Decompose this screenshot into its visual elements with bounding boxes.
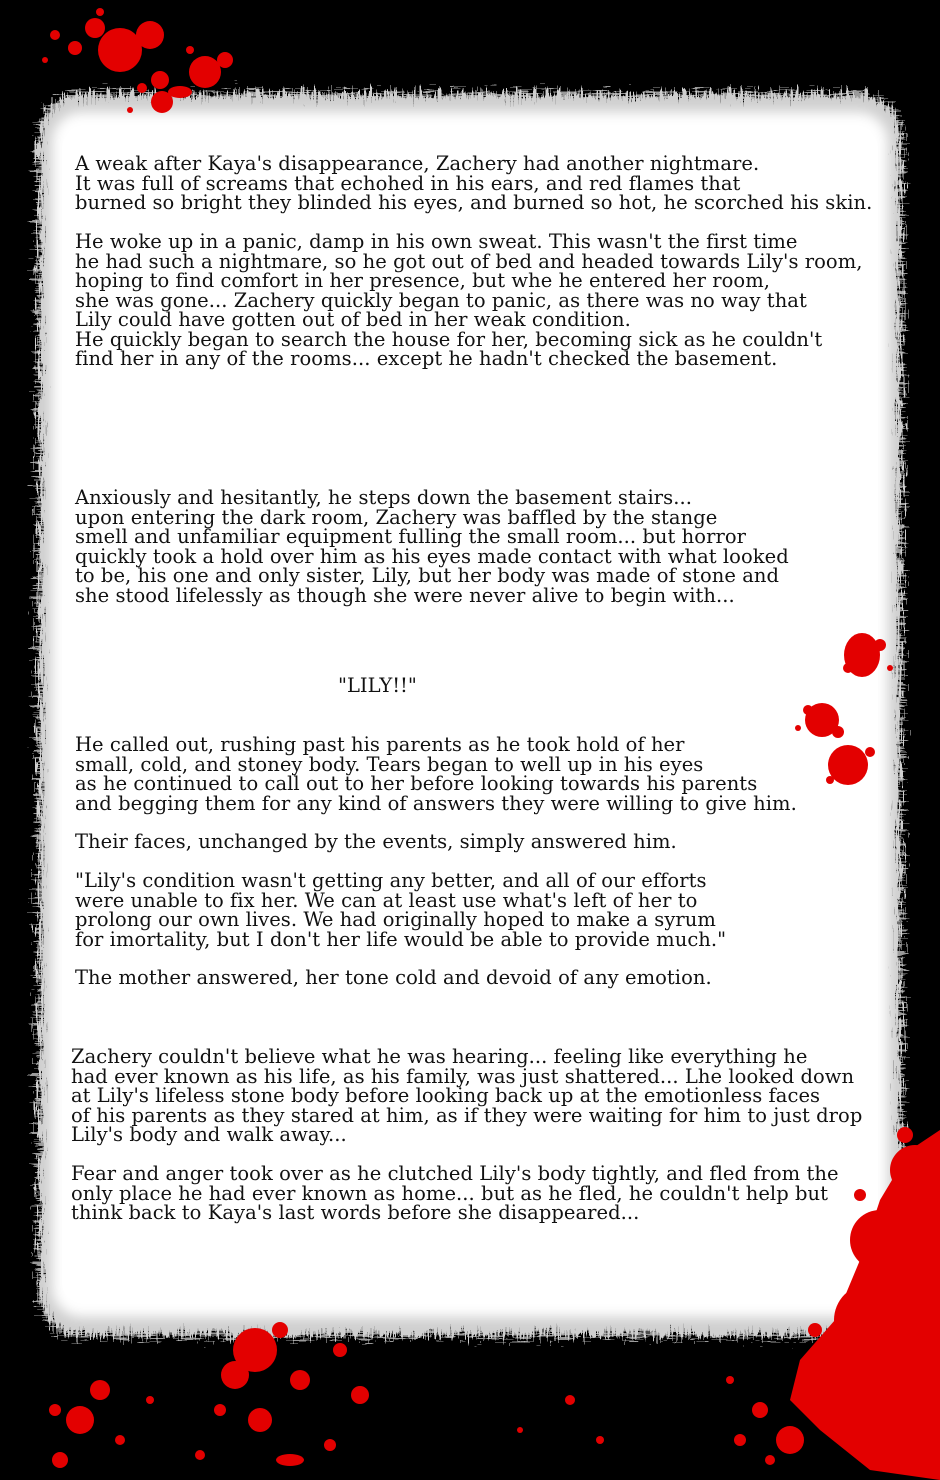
paragraph-7: The mother answered, her tone cold and devoid of any emotion. <box>75 966 712 989</box>
paragraph-1: A weak after Kaya's disappearance, Zachery had another nightmare. It was full of screams that echohed in his ears, and red flames that burned so bright they blinded his eyes, and burned so hot, he scorched his skin. <box>75 152 873 214</box>
paragraph-5: Their faces, unchanged by the events, simply answered him. <box>75 830 677 853</box>
paragraph-9: Fear and anger took over as he clutched Lily's body tightly, and fled from the only place he had ever known as home... but as he fled, he couldn't help but think back to Kaya's last words before she disappeared... <box>71 1162 839 1224</box>
paragraph-4: He called out, rushing past his parents as he took hold of her small, cold, and stoney body. Tears began to well up in his eyes as he continued to call out to her before looking towards his parents and begging them for any kind of answers they were willing to give him. <box>75 733 797 815</box>
paragraph-6: "Lily's condition wasn't getting any better, and all of our efforts were unable to fix her. We can at least use what's left of her to prolong our own lives. We had originally hoped to make a syrum for imortality, but I don't her life would be able to provide much." <box>75 869 727 951</box>
paragraph-3: Anxiously and hesitantly, he steps down the basement stairs... upon entering the dark room, Zachery was baffled by the stange smell and unfamiliar equipment fulling the small room... but horror quickly took a hold over him as his eyes made contact with what looked to be, his one and only sister, Lily, but her body was made of stone and she stood lifelessly as though she were never alive to begin with... <box>75 486 789 607</box>
shout-line: "LILY!!" <box>338 674 417 697</box>
paragraph-2: He woke up in a panic, damp in his own sweat. This wasn't the first time he had such a nightmare, so he got out of bed and headed towards Lily's room, hoping to find comfort in her presence, but whe he entered her room, she was gone... Zachery quickly began to panic, as there was no way that Lily could have gotten out of bed in her weak condition. He quickly began to search the house for her, becoming sick as he couldn't find her in any of the rooms... except he hadn't checked the basement. <box>75 230 863 370</box>
paragraph-8: Zachery couldn't believe what he was hearing... feeling like everything he had ever known as his life, as his family, was just shattered... Lhe looked down at Lily's lifeless stone body before looking back up at the emotionless faces of his parents as they stared at him, as if they were waiting for him to just drop Lily's body and walk away... <box>71 1045 863 1146</box>
